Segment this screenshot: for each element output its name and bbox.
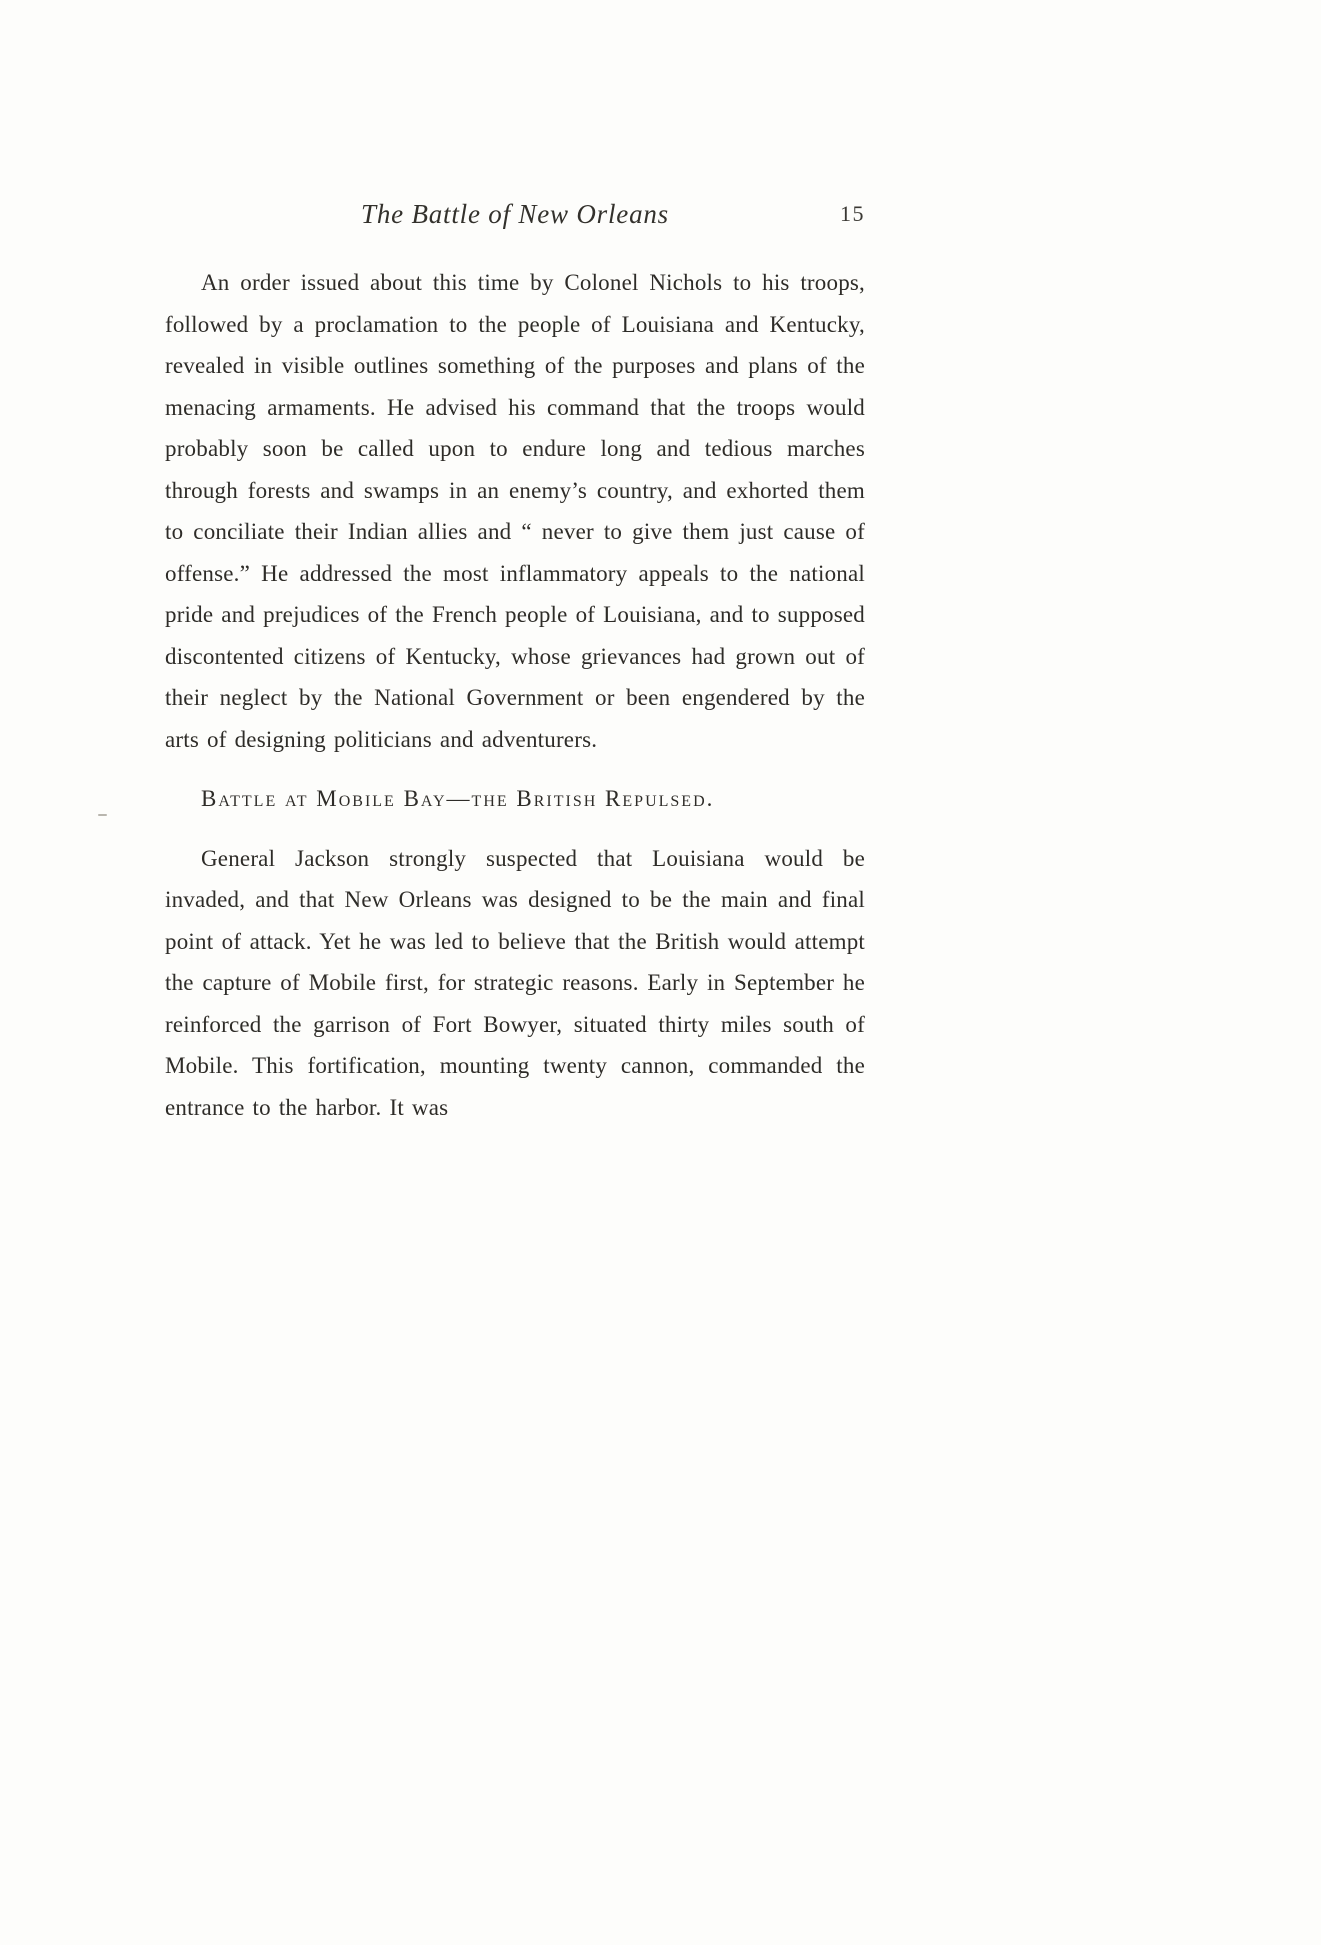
running-header — [165, 196, 865, 232]
page-number: 15 — [840, 201, 865, 226]
paragraph-jackson-mobile: General Jackson strongly suspected that Louisiana would be invaded, and that New Orleans was designed to be the main and final point of attack. Yet he was led to believe that the British would attempt the capture of Mobile first, for strategic reasons. Early in September he reinforced the garrison of Fort Bowyer, situated thirty miles south of Mobile. This fortification, mounting twenty cannon, commanded the entrance to the harbor. It was — [165, 845, 865, 1120]
text-block — [165, 196, 865, 1128]
section-heading: Battle at Mobile Bay—the British Repulsed. — [201, 786, 715, 811]
scan-artifact — [98, 814, 107, 816]
paragraph-colonel-nichols-order: An order issued about this time by Colonel Nichols to his troops, followed by a proclamation to the people of Louisiana and Kentucky, revealed in visible outlines something of the purposes and plans of the menacing armaments. He advised his command that the troops would probably soon be called upon to endure long and tedious marches through forests and swamps in an enemy’s country, and exhorted them to conciliate their Indian allies and “ never to give them just cause of offense.” He addressed the most inflammatory appeals to the national pride and prejudices of the French people of Louisiana, and to supposed discontented citizens of Kentucky, whose grievances had grown out of their neglect by the National Government or been engendered by the arts of designing politicians and adventurers. — [165, 270, 865, 752]
page-title: The Battle of New Orleans — [361, 199, 669, 229]
